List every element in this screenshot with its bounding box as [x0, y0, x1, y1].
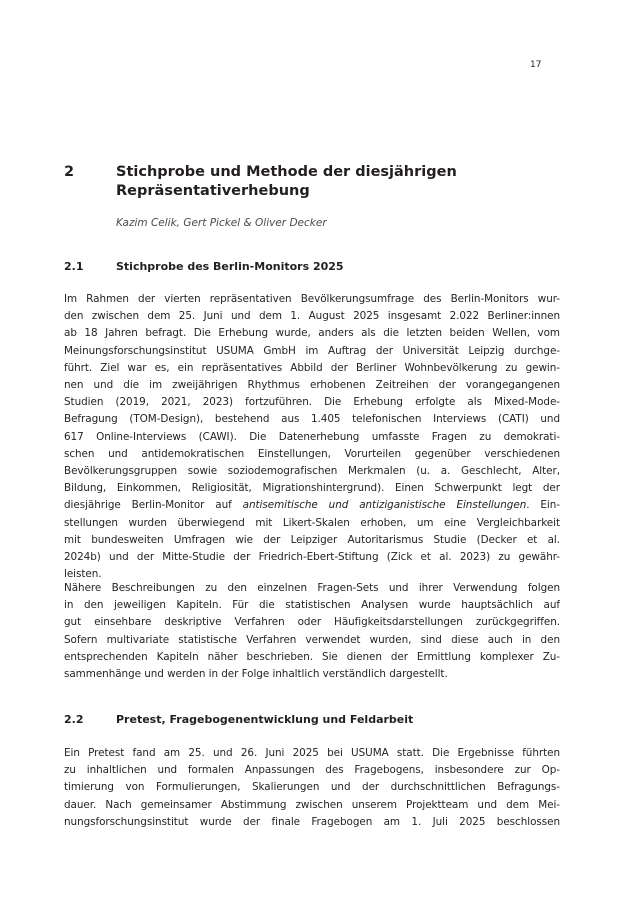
text-line-with-emphasis	[64, 497, 560, 514]
text-line: führt. Ziel war es, ein repräsentatives Abbild der Berliner Wohnbevölkerung zu gewin-	[64, 361, 560, 374]
chapter-title-line-2: Repräsentativerhebung	[116, 183, 310, 199]
section-number: 2.2	[64, 713, 84, 726]
chapter-number: 2	[64, 164, 75, 180]
chapter-title-line-1: Stichprobe und Methode der diesjährigen	[116, 164, 457, 180]
text-line: Im Rahmen der vierten repräsentativen Bevölkerungsumfrage des Berlin-Monitors wur-	[64, 293, 560, 305]
text-line: Ein Pretest fand am 25. und 26. Juni 2025 bei USUMA statt. Die Ergebnisse führten	[64, 747, 560, 759]
text-line: Studien (2019, 2021, 2023) fortzuführen. Die Erhebung erfolgte als Mixed-Mode-	[64, 396, 560, 409]
text-line: Bildung, Einkommen, Religiosität, Migrationshintergrund). Einen Schwerpunkt legt der	[64, 482, 560, 495]
paragraph-2-2-a	[64, 745, 560, 831]
text-line: Nähere Beschreibungen zu den einzelnen Fragen-Sets und ihrer Verwendung folgen	[64, 582, 560, 594]
text-line: Befragung (TOM-Design), bestehend aus 1.405 telefonischen Interviews (CATI) und	[64, 413, 560, 426]
text-line: Bevölkerungsgruppen sowie soziodemografischen Merkmalen (u. a. Geschlecht, Alter,	[64, 465, 560, 478]
paragraph-2-1-a	[64, 291, 560, 583]
page-number: 17	[530, 60, 542, 70]
chapter-authors: Kazim Celik, Gert Pickel & Oliver Decker	[116, 217, 327, 229]
text-line: Meinungsforschungsinstitut USUMA GmbH im Auftrag der Universität Leipzig durchge-	[64, 344, 560, 357]
text-line: 2024b) und der Mitte-Studie der Friedrich-Ebert-Stiftung (Zick et al. 2023) zu gewähr-	[64, 551, 560, 564]
paragraph-2-1-b	[64, 580, 560, 683]
section-number: 2.1	[64, 260, 84, 273]
text-line: gut einsehbare deskriptive Verfahren oder Häufigkeitsdarstellungen zurückgegriffen.	[64, 616, 560, 629]
text-line: in den jeweiligen Kapiteln. Für die statistischen Analysen wurde hauptsächlich auf	[64, 599, 560, 612]
text-line: stellungen wurden überwiegend mit Likert-Skalen erhoben, um eine Vergleichbarkeit	[64, 516, 560, 529]
text-line: den zwischen dem 25. Juni und dem 1. August 2025 insgesamt 2.022 Berliner:innen	[64, 310, 560, 323]
text-line: sammenhänge und werden in der Folge inhaltlich verständlich dargestellt.	[64, 668, 448, 681]
text-line: timierung von Formulierungen, Skalierungen und der durchschnittlichen Befragungs-	[64, 781, 560, 794]
text-line: 617 Online-Interviews (CAWI). Die Datenerhebung umfasste Fragen zu demokrati-	[64, 430, 560, 443]
emphasis-text: antisemitische und antiziganistische Einstellungen	[242, 499, 527, 512]
text-line: schen und antidemokratischen Einstellungen, Vorurteilen gegenüber verschiedenen	[64, 447, 560, 460]
chapter-title	[116, 163, 546, 201]
section-title: Stichprobe des Berlin-Monitors 2025	[116, 260, 344, 273]
text-fragment: diesjährige Berlin-Monitor auf	[64, 499, 243, 512]
text-line: nungsforschungsinstitut wurde der finale Fragebogen am 1. Juli 2025 beschlossen	[64, 815, 560, 828]
text-fragment: . Ein-	[526, 499, 560, 512]
text-line: zu inhaltlichen und formalen Anpassungen des Fragebogens, insbesondere zur Op-	[64, 764, 560, 777]
text-line: nen und die im zweijährigen Rhythmus erhobenen Zeitreihen der vorangegangenen	[64, 379, 560, 392]
text-line: mit bundesweiten Umfragen wie der Leipziger Autoritarismus Studie (Decker et al.	[64, 533, 560, 546]
text-line: entsprechenden Kapiteln näher beschrieben. Sie dienen der Ermittlung komplexer Zu-	[64, 650, 560, 663]
text-line: dauer. Nach gemeinsamer Abstimmung zwischen unserem Projektteam und dem Mei-	[64, 798, 560, 811]
section-title: Pretest, Fragebogenentwicklung und Feldarbeit	[116, 713, 414, 726]
text-line: leisten.	[64, 568, 102, 581]
text-line: ab 18 Jahren befragt. Die Erhebung wurde, anders als die letzten beiden Wellen, vom	[64, 327, 560, 340]
text-line: Sofern multivariate statistische Verfahren verwendet wurden, sind diese auch in den	[64, 633, 560, 646]
